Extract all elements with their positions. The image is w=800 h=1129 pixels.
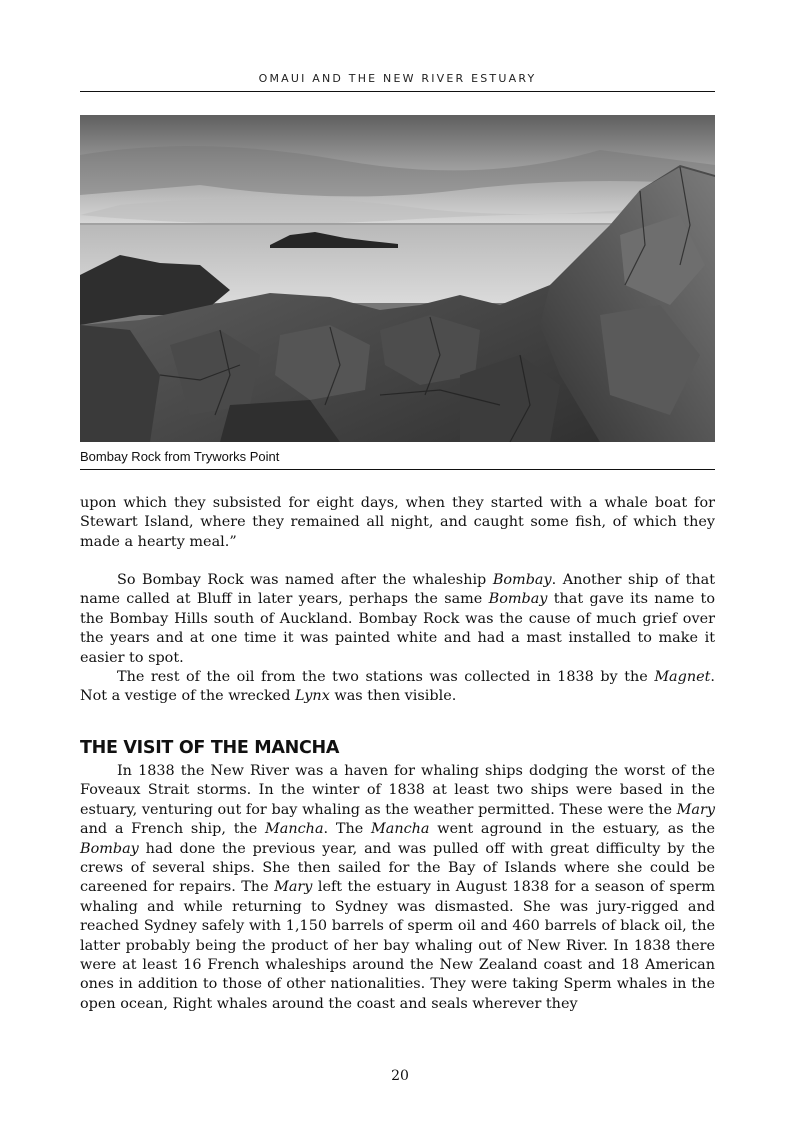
coastal-rocks-photo — [80, 115, 715, 442]
paragraph: The rest of the oil from the two stations was collected in 1838 by the Magnet. Not a vestige of the wrecked Lynx was then visible. — [80, 669, 715, 705]
page-number: 20 — [391, 1068, 409, 1084]
caption-rule — [80, 469, 715, 470]
header-rule — [80, 91, 715, 92]
ship-name: Mary — [676, 801, 715, 818]
figure-caption: Bombay Rock from Tryworks Point — [80, 449, 280, 464]
ship-name: Magnet — [654, 669, 711, 685]
ship-name: Mancha — [265, 821, 324, 838]
paragraph: In 1838 the New River was a haven for whaling ships dodging the worst of the Foveaux Strait storms. In the winter of 1838 at least two ships were based in the estuary, venturing out for bay whaling as the weather permitted. These were the Mary and a French ship, the Mancha. The Mancha went aground in the estuary, as the Bombay had done the previous year, and was pulled off with great difficulty by the crews of several ships. She then sailed for the Bay of Islands where she could be careened for repairs. The Mary left the estuary in August 1838 for a season of sperm whaling and while returning to Sydney was dismasted. She was jury-rigged and reached Sydney safely with 1,150 barrels of sperm oil and 460 barrels of black oil, the latter probably being the product of her bay whaling out of New River. In 1838 there were at least 16 French whaleships around the New Zealand coast and 18 American ones in addition to those of other nationalities. They were taking Sperm whales in the open ocean, Right whales around the coast and seals wherever they — [80, 763, 715, 1012]
ship-name: Lynx — [295, 688, 330, 705]
ship-name: Mancha — [371, 821, 430, 838]
ship-name: Bombay — [488, 591, 548, 608]
running-head: OMAUI AND THE NEW RIVER ESTUARY — [258, 72, 537, 85]
ship-name: Mary — [274, 879, 313, 896]
quote-continuation: upon which they subsisted for eight days, when they started with a whale boat for Stewart Island, where they remained all night, and caught some fish, of which they made a hearty meal.” — [80, 495, 715, 550]
ship-name: Bombay — [80, 840, 139, 857]
ship-name: Bombay — [492, 572, 552, 588]
section-heading: THE VISIT OF THE MANCHA — [80, 738, 340, 758]
paragraph: So Bombay Rock was named after the whaleship Bombay. Another ship of that name called at Bluff in later years, perhaps the same Bombay that gave its name to the Bombay Hills south of Auckland. Bombay Rock was the cause of much grief over the years and at one time it was painted white and had a mast installed to make it easier to spot. — [80, 572, 715, 666]
